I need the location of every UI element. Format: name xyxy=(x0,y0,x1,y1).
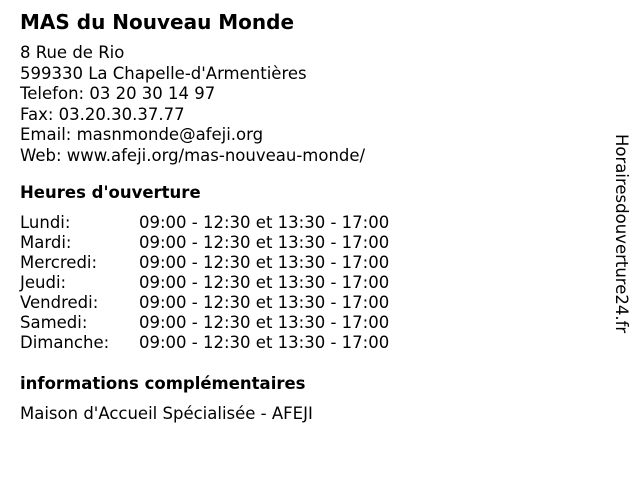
day-label: Lundi: xyxy=(20,213,71,232)
website-link[interactable]: Web: www.afeji.org/mas-nouveau-monde/ xyxy=(20,145,366,165)
watermark-text: Horairesdouverture24.fr xyxy=(612,134,631,334)
day-label: Jeudi: xyxy=(20,273,67,292)
day-label: Samedi: xyxy=(20,313,88,332)
time-range: 09:00 - 12:30 et 13:30 - 17:00 xyxy=(139,333,390,352)
time-range: 09:00 - 12:30 et 13:30 - 17:00 xyxy=(139,293,390,312)
time-range: 09:00 - 12:30 et 13:30 - 17:00 xyxy=(139,253,390,272)
day-label: Mardi: xyxy=(20,233,72,252)
time-range: 09:00 - 12:30 et 13:30 - 17:00 xyxy=(139,233,390,252)
fax-number: Fax: 03.20.30.37.77 xyxy=(20,104,185,124)
address-city: 599330 La Chapelle-d'Armentières xyxy=(20,63,307,83)
address-street: 8 Rue de Rio xyxy=(20,43,125,62)
time-range: 09:00 - 12:30 et 13:30 - 17:00 xyxy=(139,213,390,232)
opening-hours-heading: Heures d'ouverture xyxy=(20,183,201,202)
additional-info-heading: informations complémentaires xyxy=(20,374,306,393)
day-label: Mercredi: xyxy=(20,253,98,272)
day-label: Dimanche: xyxy=(20,333,110,352)
additional-info-text: Maison d'Accueil Spécialisée - AFEJI xyxy=(20,404,313,423)
business-name: MAS du Nouveau Monde xyxy=(20,10,295,34)
time-range: 09:00 - 12:30 et 13:30 - 17:00 xyxy=(139,313,390,332)
email-address[interactable]: Email: masnmonde@afeji.org xyxy=(20,125,264,144)
contact-block xyxy=(20,43,365,166)
phone-number[interactable]: Telefon: 03 20 30 14 97 xyxy=(20,84,216,103)
day-label: Vendredi: xyxy=(20,293,99,312)
time-range: 09:00 - 12:30 et 13:30 - 17:00 xyxy=(139,273,390,292)
